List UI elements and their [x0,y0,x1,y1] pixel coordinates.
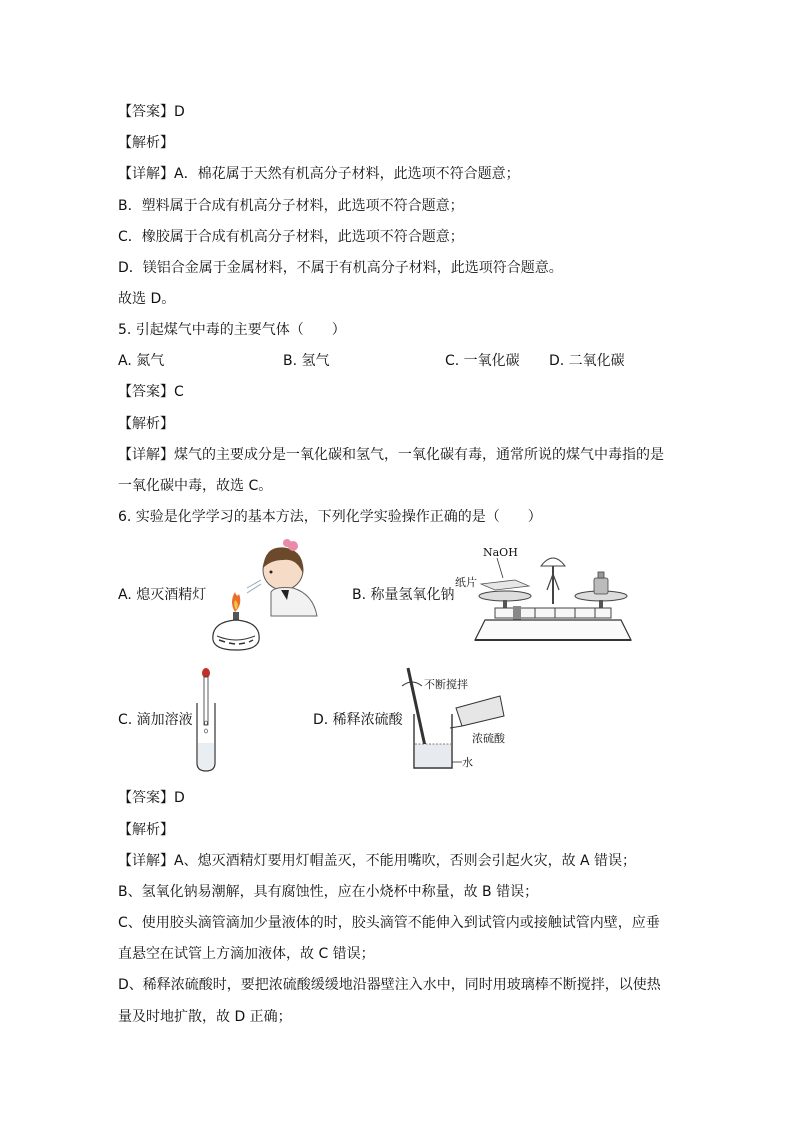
figure-dilution [400,664,520,776]
answer-label: 【答案】D [118,104,185,120]
q6-option-d: D. 稀释浓硫酸 [313,712,403,728]
detail-line: 【详解】A．棉花属于天然有机高分子材料，此选项不符合题意； [118,166,520,182]
detail-line: B．塑料属于合成有机高分子材料，此选项不符合题意； [118,198,464,214]
q6-option-a: A. 熄灭酒精灯 [118,587,207,603]
detail-line: D．镁铝合金属于金属材料，不属于有机高分子材料，此选项符合题意。 [118,260,563,276]
detail-line: C、使用胶头滴管滴加少量液体的时，胶头滴管不能伸入到试管内或接触试管内壁，应垂 [118,915,660,931]
water-label: 水 [462,756,473,769]
q5-option-d: D. 二氧化碳 [549,353,625,369]
figure-alcohol-lamp [205,536,325,656]
acid-label: 浓硫酸 [472,732,505,745]
question-5-stem: 5. 引起煤气中毒的主要气体（ ） [118,322,346,338]
paper-label: 纸片 [455,576,477,589]
conclusion-line: 故选 D。 [118,291,176,307]
detail-line: 直悬空在试管上方滴加液体，故 C 错误； [118,946,375,962]
detail-line: 一氧化碳中毒，故选 C。 [118,478,273,494]
detail-line: 量及时地扩散，故 D 正确； [118,1009,292,1025]
stir-label: 不断搅拌 [424,678,468,691]
answer-label: 【答案】C [118,384,184,400]
figure-dropper [192,667,222,773]
figure-balance [455,544,645,644]
naoh-label: NaOH [483,546,518,559]
analysis-label: 【解析】 [118,416,174,432]
detail-line: C．橡胶属于合成有机高分子材料，此选项不符合题意； [118,229,464,245]
q6-option-b: B. 称量氢氧化钠 [352,587,455,603]
analysis-label: 【解析】 [118,135,174,151]
detail-line: 【详解】A、熄灭酒精灯要用灯帽盖灭，不能用嘴吹，否则会引起火灾，故 A 错误； [118,853,637,869]
detail-line: B、氢氧化钠易潮解，具有腐蚀性，应在小烧杯中称量，故 B 错误； [118,884,539,900]
q5-option-c: C. 一氧化碳 [445,353,520,369]
q5-option-a: A. 氮气 [118,353,165,369]
q6-option-c: C. 滴加溶液 [118,712,193,728]
detail-line: D、稀释浓硫酸时，要把浓硫酸缓缓地沿器壁注入水中，同时用玻璃棒不断搅拌，以使热 [118,977,661,993]
detail-line: 【详解】煤气的主要成分是一氧化碳和氢气，一氧化碳有毒，通常所说的煤气中毒指的是 [118,447,664,463]
q5-option-b: B. 氢气 [283,353,330,369]
answer-label: 【答案】D [118,790,185,806]
analysis-label: 【解析】 [118,822,174,838]
question-6-stem: 6. 实验是化学学习的基本方法，下列化学实验操作正确的是（ ） [118,509,542,525]
